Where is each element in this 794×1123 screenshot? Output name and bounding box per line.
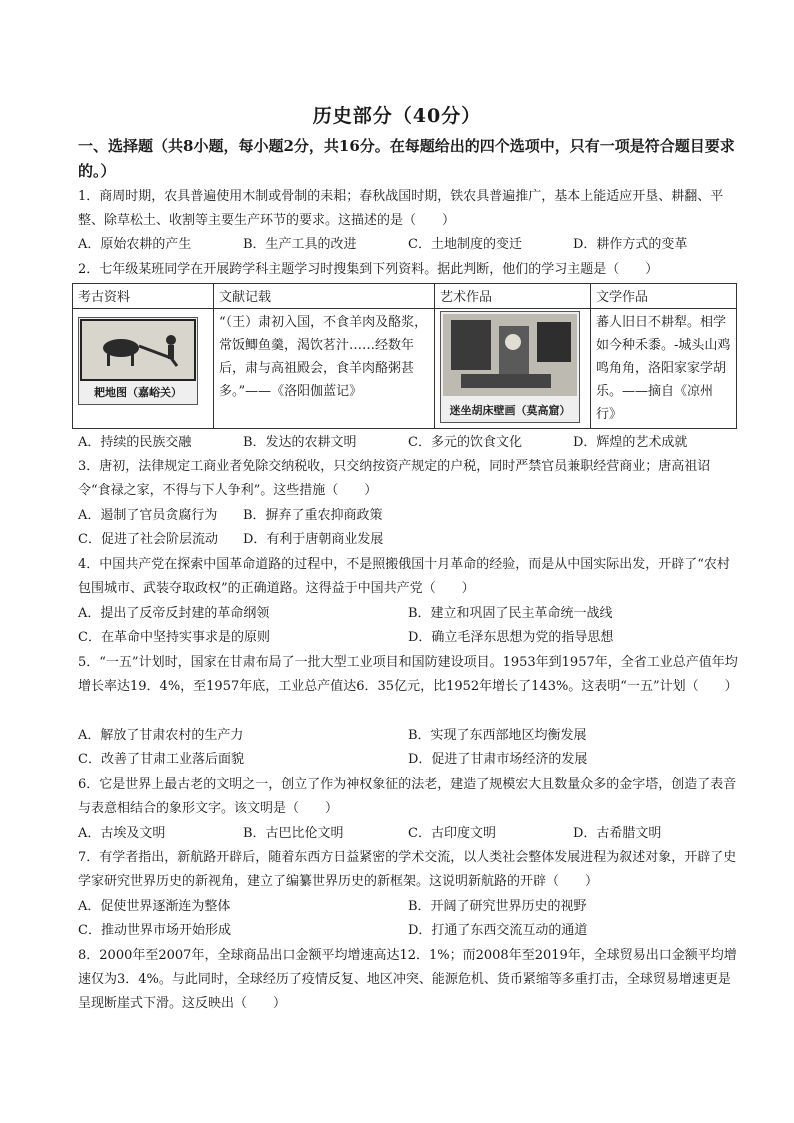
option-b[interactable]: B．实现了东西部地区均衡发展	[408, 728, 587, 743]
archaeology-cell	[73, 309, 214, 429]
option-c[interactable]: C．古印度文明	[408, 826, 496, 841]
question-5-stem: 5．“一五”计划时，国家在甘肃布局了一批大型工业项目和国防建设项目。1953年到1957年，全省工业总产值年均增长率达19．4%，至1957年底，工业总产值达6．35亿元，比1952年增长了143%。这表明“一五”计划（ ）	[78, 655, 738, 694]
section-heading: 一、选择题（共8小题，每小题2分，共16分。在每题给出的四个选项中，只有一项是符合题目要求的。）	[78, 137, 735, 180]
question-6-stem: 6．它是世界上最古老的文明之一，创立了作为神权象征的法老，建造了规模宏大且数量众多的金字塔，创造了表音与表意相结合的象形文字。该文明是（ ）	[78, 777, 737, 816]
image-caption: 耙地图（嘉峪关）	[94, 386, 182, 399]
table-header: 考古资料	[73, 284, 214, 309]
question-1-stem: 1．商周时期，农具普遍使用木制或骨制的耒耜；春秋战国时期，铁农具普遍推广，基本上能适应开垦、耕翻、平整、除草松土、收割等主要生产环节的要求。这描述的是（ ）	[78, 189, 724, 228]
image-caption: 迷坐胡床壁画（莫高窟）	[449, 404, 571, 417]
plowing-mural-icon	[79, 318, 197, 382]
option-a[interactable]: A．提出了反帝反封建的革命纲领	[78, 606, 270, 621]
literature-cell: 蕃人旧日不耕犁。相学如今种禾黍。-城头山鸡鸣角角，洛阳家家学胡乐。——摘自《凉州行》	[591, 309, 737, 429]
question-4-stem: 4．中国共产党在探索中国革命道路的过程中，不是照搬俄国十月革命的经验，而是从中国实际出发，开辟了“农村包围城市、武装夺取政权”的正确道路。这得益于中国共产党（ ）	[78, 557, 730, 596]
plowing-mural-image	[78, 317, 198, 405]
option-d[interactable]: D．辉煌的艺术成就	[573, 435, 688, 450]
option-b[interactable]: B．古巴比伦文明	[243, 826, 344, 841]
art-cell	[435, 309, 591, 429]
option-d[interactable]: D．耕作方式的变革	[573, 237, 688, 252]
option-c[interactable]: C．促进了社会阶层流动	[78, 532, 218, 547]
document-cell: “（王）肃初入国，不食羊肉及酪浆，常饭鲫鱼羹，渴饮茗汁……经数年后，肃与高祖殿会，食羊肉酪粥甚多。”——《洛阳伽蓝记》	[214, 309, 435, 429]
page-title: 历史部分（40分）	[312, 105, 482, 127]
option-d[interactable]: D．确立毛泽东思想为党的指导思想	[408, 630, 614, 645]
option-c[interactable]: C．改善了甘肃工业落后面貌	[78, 752, 244, 767]
option-a[interactable]: A．原始农耕的产生	[78, 237, 192, 252]
option-c[interactable]: C．多元的饮食文化	[408, 435, 522, 450]
question-6-options	[78, 822, 740, 846]
option-a[interactable]: A．持续的民族交融	[78, 435, 192, 450]
option-b[interactable]: B．建立和巩固了民主革命统一战线	[408, 606, 613, 621]
question-5-options-row2	[78, 748, 740, 772]
question-3-stem: 3．唐初，法律规定工商业者免除交纳税收，只交纳按资产规定的户税，同时严禁官员兼职经营商业；唐高祖诏令“食禄之家，不得与下人争利”。这些措施（ ）	[78, 459, 711, 498]
option-b[interactable]: B．发达的农耕文明	[243, 435, 357, 450]
option-d[interactable]: D．有利于唐朝商业发展	[243, 532, 384, 547]
option-c[interactable]: C．土地制度的变迁	[408, 237, 522, 252]
question-3-options-row1	[78, 504, 740, 528]
dunhuang-mural-image	[440, 311, 580, 423]
option-b[interactable]: B．生产工具的改进	[243, 237, 357, 252]
option-d[interactable]: D．促进了甘肃市场经济的发展	[408, 752, 588, 767]
source-table	[72, 283, 737, 429]
question-7-options-row1	[78, 895, 740, 919]
option-a[interactable]: A．遏制了官员贪腐行为	[78, 508, 218, 523]
question-7-options-row2	[78, 919, 740, 943]
option-d[interactable]: D．古希腊文明	[573, 826, 662, 841]
question-7-stem: 7．有学者指出，新航路开辟后，随着东西方日益紧密的学术交流，以人类社会整体发展进程为叙述对象，开辟了史学家研究世界历史的新视角，建立了编纂世界历史的新框架。这说明新航路的开辟（ ）	[78, 850, 737, 889]
option-a[interactable]: A．促使世界逐渐连为整体	[78, 899, 231, 914]
table-header: 文献记载	[214, 284, 435, 309]
option-c[interactable]: C．推动世界市场开始形成	[78, 923, 231, 938]
question-3-options-row2	[78, 528, 740, 552]
dunhuang-mural-icon	[441, 312, 579, 398]
question-4-options-row1	[78, 602, 740, 626]
table-header: 文学作品	[591, 284, 737, 309]
option-a[interactable]: A．解放了甘肃农村的生产力	[78, 728, 244, 743]
option-b[interactable]: B．开阔了研究世界历史的视野	[408, 899, 587, 914]
question-8-stem: 8．2000年至2007年，全球商品出口金额平均增速高达12．1%；而2008年至2019年，全球贸易出口金额平均增速仅为3．4%。与此同时，全球经历了疫情反复、地区冲突、能源危机、货币紧缩等多重打击，全球贸易增速更是呈现断崖式下滑。这反映出（ ）	[78, 948, 737, 1011]
option-c[interactable]: C．在革命中坚持实事求是的原则	[78, 630, 270, 645]
option-d[interactable]: D．打通了东西交流互动的通道	[408, 923, 588, 938]
question-1-options	[78, 233, 740, 257]
question-5-options-row1	[78, 724, 740, 748]
option-b[interactable]: B．摒弃了重农抑商政策	[243, 508, 383, 523]
option-a[interactable]: A．古埃及文明	[78, 826, 166, 841]
table-header: 艺术作品	[435, 284, 591, 309]
question-2-stem: 2．七年级某班同学在开展跨学科主题学习时搜集到下列资料。据此判断，他们的学习主题是（ ）	[78, 262, 659, 277]
question-4-options-row2	[78, 626, 740, 650]
question-2-options	[78, 431, 740, 455]
